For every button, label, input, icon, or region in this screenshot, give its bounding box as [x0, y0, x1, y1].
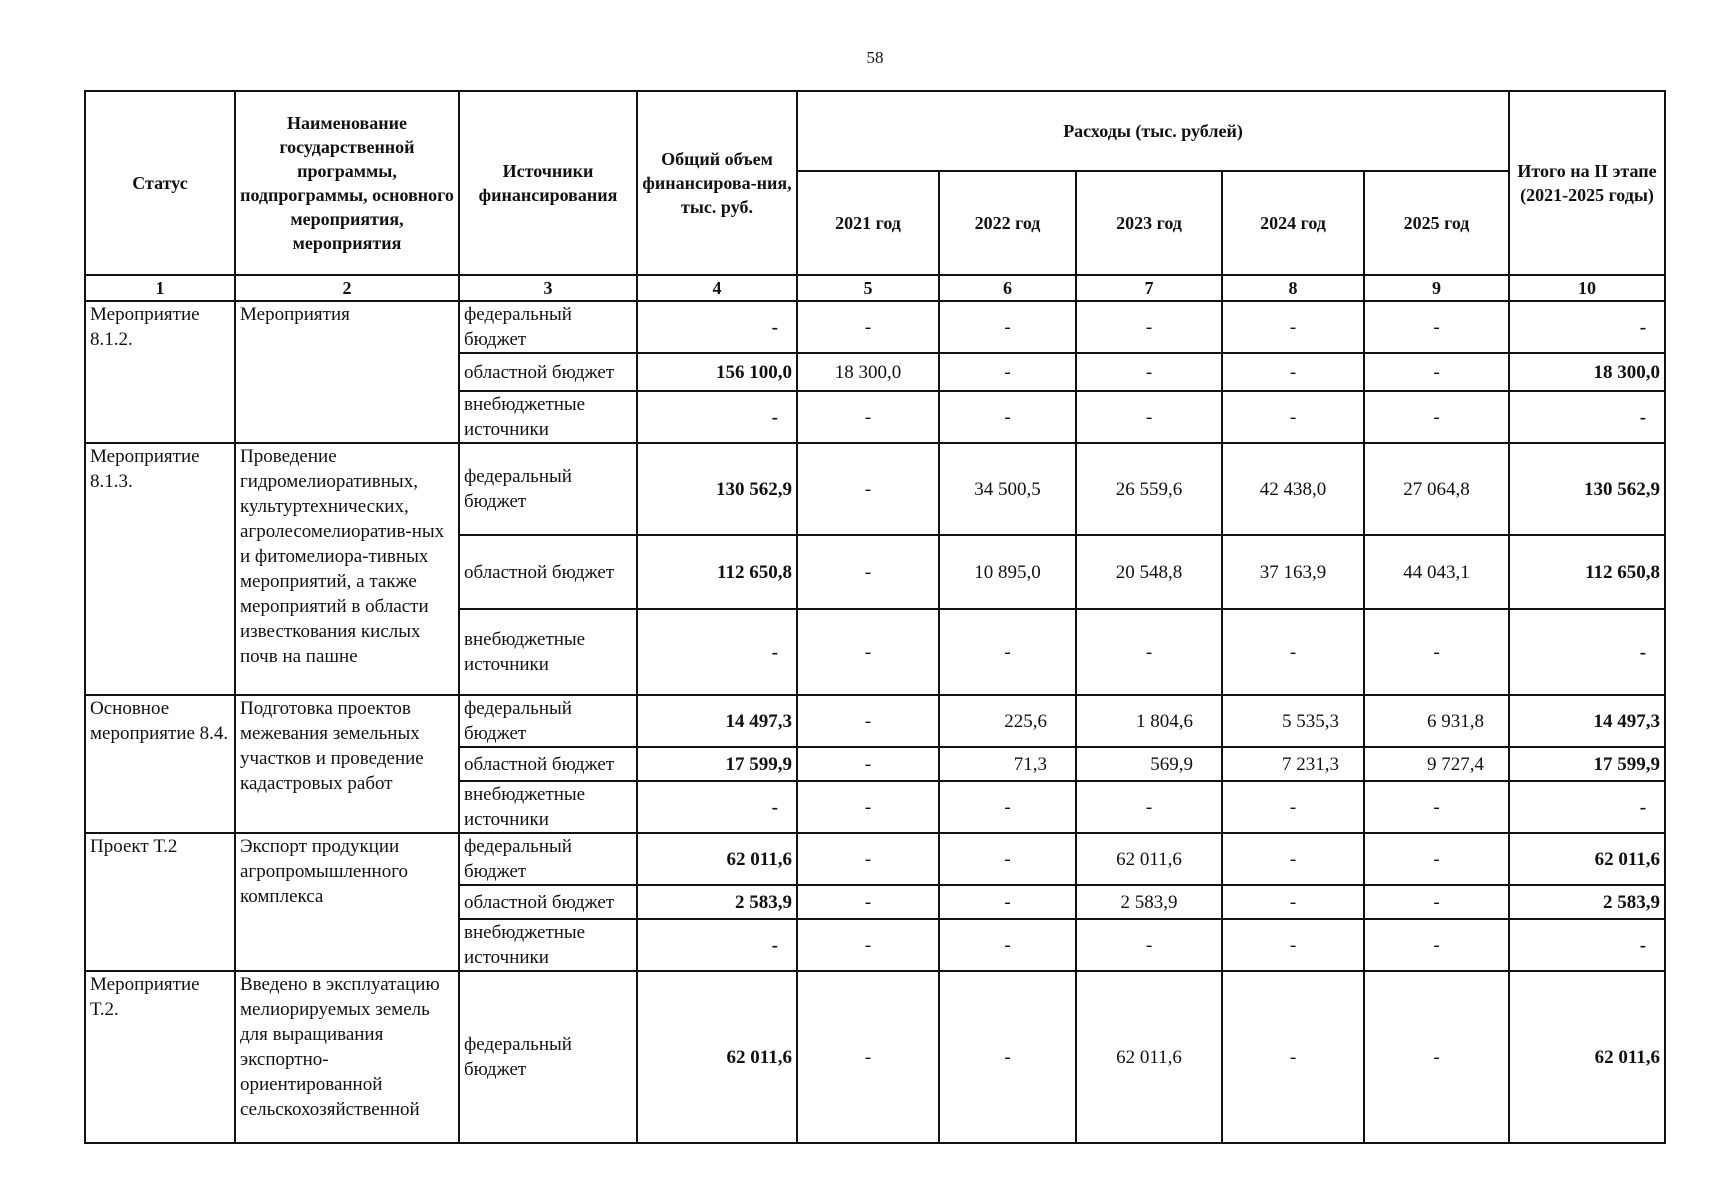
status-cell: Мероприятие 8.1.2.	[85, 301, 235, 443]
stage-total-cell: 18 300,0	[1509, 353, 1665, 391]
year-2024-cell: -	[1222, 885, 1364, 919]
header-year-2025: 2025 год	[1364, 171, 1509, 275]
program-name-cell: Введено в эксплуатацию мелиорируемых земель для выращивания экспортно-ориентированной сельскохозяйственной	[235, 971, 459, 1143]
year-2021-cell: -	[797, 535, 939, 609]
year-2023-cell: 1 804,6	[1076, 695, 1222, 747]
year-2022-cell: 10 895,0	[939, 535, 1076, 609]
year-2022-cell: -	[939, 833, 1076, 885]
year-2022-cell: 71,3	[939, 747, 1076, 781]
source-cell: областной бюджет	[459, 747, 637, 781]
year-2024-cell: 37 163,9	[1222, 535, 1364, 609]
table-row	[85, 695, 1665, 747]
year-2025-cell: 9 727,4	[1364, 747, 1509, 781]
year-2021-cell: -	[797, 781, 939, 833]
column-number: 8	[1222, 275, 1364, 301]
year-2024-cell: 5 535,3	[1222, 695, 1364, 747]
stage-total-cell: -	[1509, 919, 1665, 971]
stage-total-cell: -	[1509, 609, 1665, 695]
source-cell: областной бюджет	[459, 353, 637, 391]
year-2024-cell: -	[1222, 391, 1364, 443]
table-row	[85, 833, 1665, 885]
year-2024-cell: -	[1222, 971, 1364, 1143]
page-number: 58	[866, 48, 884, 67]
year-2025-cell: -	[1364, 885, 1509, 919]
year-2021-cell: -	[797, 885, 939, 919]
year-2021-cell: -	[797, 443, 939, 535]
budget-table	[84, 90, 1666, 1144]
program-name-cell: Проведение гидромелиоративных, культуртехнических, агролесомелиоратив-ных и фитомелиора-тивных мероприятий, а также мероприятий в области известкования кислых почв на пашне	[235, 443, 459, 695]
status-cell: Мероприятие 8.1.3.	[85, 443, 235, 695]
year-2023-cell: 2 583,9	[1076, 885, 1222, 919]
stage-total-cell: -	[1509, 301, 1665, 353]
source-cell: внебюджетные источники	[459, 391, 637, 443]
header-name: Наименование государственной программы, подпрограммы, основного мероприятия, мероприятия	[235, 91, 459, 275]
total-volume-cell: 62 011,6	[637, 833, 797, 885]
year-2022-cell: -	[939, 301, 1076, 353]
year-2025-cell: 27 064,8	[1364, 443, 1509, 535]
program-name-cell: Мероприятия	[235, 301, 459, 443]
year-2022-cell: -	[939, 781, 1076, 833]
total-volume-cell: 112 650,8	[637, 535, 797, 609]
header-year-2021: 2021 год	[797, 171, 939, 275]
total-volume-cell: 17 599,9	[637, 747, 797, 781]
stage-total-cell: -	[1509, 391, 1665, 443]
total-volume-cell: -	[637, 609, 797, 695]
year-2025-cell: 44 043,1	[1364, 535, 1509, 609]
total-volume-cell: -	[637, 919, 797, 971]
year-2021-cell: -	[797, 301, 939, 353]
header-year-2022: 2022 год	[939, 171, 1076, 275]
year-2021-cell: -	[797, 971, 939, 1143]
stage-total-cell: 14 497,3	[1509, 695, 1665, 747]
source-cell: федеральный бюджет	[459, 695, 637, 747]
source-cell: областной бюджет	[459, 535, 637, 609]
column-number: 6	[939, 275, 1076, 301]
column-number: 5	[797, 275, 939, 301]
year-2024-cell: -	[1222, 353, 1364, 391]
header-total-volume: Общий объем финансирова-ния, тыс. руб.	[637, 91, 797, 275]
column-number: 10	[1509, 275, 1665, 301]
year-2022-cell: -	[939, 391, 1076, 443]
column-number: 1	[85, 275, 235, 301]
year-2023-cell: -	[1076, 609, 1222, 695]
year-2025-cell: -	[1364, 781, 1509, 833]
total-volume-cell: 14 497,3	[637, 695, 797, 747]
column-number: 7	[1076, 275, 1222, 301]
year-2021-cell: 18 300,0	[797, 353, 939, 391]
year-2025-cell: -	[1364, 301, 1509, 353]
year-2021-cell: -	[797, 747, 939, 781]
source-cell: внебюджетные источники	[459, 609, 637, 695]
year-2023-cell: 569,9	[1076, 747, 1222, 781]
column-number: 2	[235, 275, 459, 301]
year-2021-cell: -	[797, 833, 939, 885]
program-name-cell: Экспорт продукции агропромышленного комплекса	[235, 833, 459, 971]
source-cell: федеральный бюджет	[459, 301, 637, 353]
year-2024-cell: 7 231,3	[1222, 747, 1364, 781]
column-number: 4	[637, 275, 797, 301]
source-cell: внебюджетные источники	[459, 919, 637, 971]
year-2023-cell: 62 011,6	[1076, 833, 1222, 885]
source-cell: внебюджетные источники	[459, 781, 637, 833]
year-2024-cell: 42 438,0	[1222, 443, 1364, 535]
source-cell: федеральный бюджет	[459, 833, 637, 885]
status-cell: Основное мероприятие 8.4.	[85, 695, 235, 833]
table-row	[85, 971, 1665, 1143]
year-2025-cell: -	[1364, 971, 1509, 1143]
header-status: Статус	[85, 91, 235, 275]
year-2024-cell: -	[1222, 781, 1364, 833]
header-year-2024: 2024 год	[1222, 171, 1364, 275]
year-2025-cell: -	[1364, 609, 1509, 695]
year-2024-cell: -	[1222, 833, 1364, 885]
year-2025-cell: -	[1364, 919, 1509, 971]
stage-total-cell: 17 599,9	[1509, 747, 1665, 781]
year-2023-cell: -	[1076, 391, 1222, 443]
header-sources: Источники финансирования	[459, 91, 637, 275]
stage-total-cell: 130 562,9	[1509, 443, 1665, 535]
year-2024-cell: -	[1222, 301, 1364, 353]
header-year-2023: 2023 год	[1076, 171, 1222, 275]
year-2023-cell: 62 011,6	[1076, 971, 1222, 1143]
column-number: 9	[1364, 275, 1509, 301]
table-row	[85, 443, 1665, 535]
total-volume-cell: 2 583,9	[637, 885, 797, 919]
year-2023-cell: -	[1076, 919, 1222, 971]
year-2021-cell: -	[797, 609, 939, 695]
year-2022-cell: -	[939, 353, 1076, 391]
year-2025-cell: 6 931,8	[1364, 695, 1509, 747]
year-2021-cell: -	[797, 919, 939, 971]
stage-total-cell: 2 583,9	[1509, 885, 1665, 919]
table-body	[85, 301, 1665, 1143]
stage-total-cell: 112 650,8	[1509, 535, 1665, 609]
year-2021-cell: -	[797, 391, 939, 443]
year-2022-cell: 225,6	[939, 695, 1076, 747]
year-2025-cell: -	[1364, 353, 1509, 391]
year-2023-cell: -	[1076, 353, 1222, 391]
total-volume-cell: -	[637, 781, 797, 833]
year-2022-cell: -	[939, 609, 1076, 695]
total-volume-cell: 156 100,0	[637, 353, 797, 391]
table-row	[85, 301, 1665, 353]
total-volume-cell: -	[637, 391, 797, 443]
source-cell: федеральный бюджет	[459, 443, 637, 535]
year-2023-cell: -	[1076, 301, 1222, 353]
program-name-cell: Подготовка проектов межевания земельных участков и проведение кадастровых работ	[235, 695, 459, 833]
year-2023-cell: 26 559,6	[1076, 443, 1222, 535]
stage-total-cell: 62 011,6	[1509, 833, 1665, 885]
year-2021-cell: -	[797, 695, 939, 747]
year-2022-cell: -	[939, 885, 1076, 919]
total-volume-cell: -	[637, 301, 797, 353]
year-2022-cell: -	[939, 919, 1076, 971]
total-volume-cell: 62 011,6	[637, 971, 797, 1143]
year-2023-cell: -	[1076, 781, 1222, 833]
stage-total-cell: -	[1509, 781, 1665, 833]
year-2022-cell: -	[939, 971, 1076, 1143]
source-cell: областной бюджет	[459, 885, 637, 919]
year-2025-cell: -	[1364, 391, 1509, 443]
year-2024-cell: -	[1222, 609, 1364, 695]
status-cell: Проект Т.2	[85, 833, 235, 971]
source-cell: федеральный бюджет	[459, 971, 637, 1143]
year-2025-cell: -	[1364, 833, 1509, 885]
year-2023-cell: 20 548,8	[1076, 535, 1222, 609]
total-volume-cell: 130 562,9	[637, 443, 797, 535]
column-number: 3	[459, 275, 637, 301]
year-2024-cell: -	[1222, 919, 1364, 971]
header-stage-total: Итого на II этапе (2021-2025 годы)	[1509, 91, 1665, 275]
status-cell: Мероприятие Т.2.	[85, 971, 235, 1143]
year-2022-cell: 34 500,5	[939, 443, 1076, 535]
header-expenses: Расходы (тыс. рублей)	[797, 91, 1509, 171]
stage-total-cell: 62 011,6	[1509, 971, 1665, 1143]
